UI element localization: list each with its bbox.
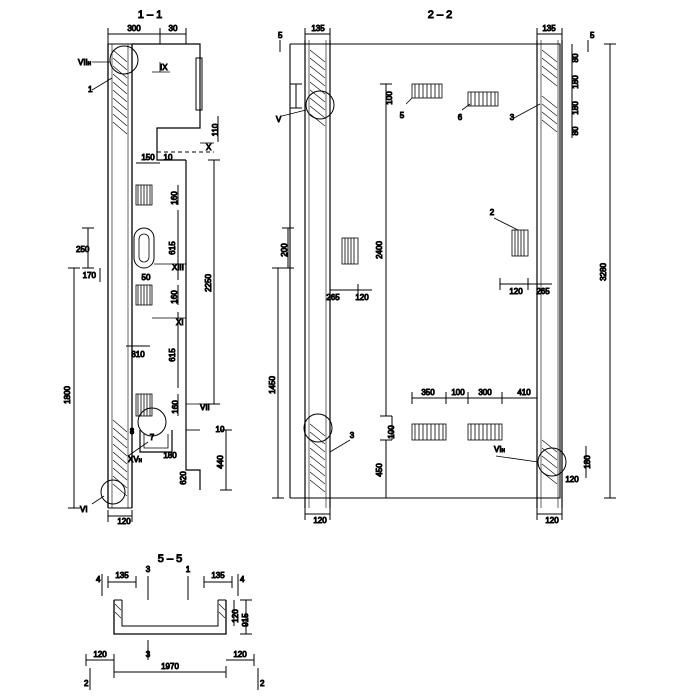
dim-2-2-265-left: 265: [326, 293, 340, 302]
dim-1-1-120: 120: [117, 517, 131, 526]
mark-1-1-XV: XVн: [128, 455, 142, 464]
dim-5-5-915: 915: [241, 613, 250, 627]
dim-2-2-200: 200: [280, 243, 289, 257]
mark-1-1-VI: VI: [80, 505, 88, 514]
dim-2-2-80a: 80: [571, 53, 580, 63]
dim-2-2-135-right: 135: [542, 24, 556, 33]
dim-2-2-100b: 100: [387, 425, 396, 439]
dim-2-2-2400: 2400: [375, 241, 384, 259]
mark-1-1-VII-top: VIIн: [78, 58, 92, 67]
dim-2-2-3280: 3280: [599, 263, 608, 281]
dim-2-2-1450: 1450: [268, 376, 277, 394]
dim-5-5-120-right: 120: [233, 650, 247, 659]
dim-5-5-1: 1: [185, 565, 191, 574]
dim-2-2-180b: 180: [571, 101, 580, 115]
dim-2-2-265-right: 265: [536, 287, 550, 296]
dim-2-2-5-right: 5: [590, 31, 595, 40]
dim-2-2-120-left: 120: [355, 293, 369, 302]
mark-1-1-XIII: XIII: [172, 263, 185, 272]
mark-5-5-4-right: 4: [240, 575, 245, 584]
dim-1-1-615a: 615: [168, 241, 177, 255]
item-2-2-5: 5: [399, 111, 405, 120]
item-2-2-3a: 3: [509, 113, 515, 122]
view-1-1-title: 1 – 1: [137, 9, 163, 21]
dim-2-2-120-br: 120: [545, 516, 559, 525]
dim-1-1-615b: 615: [168, 348, 177, 362]
dim-5-5-3-bottom: 3: [145, 650, 151, 659]
dim-1-1-440: 440: [216, 455, 225, 469]
dim-1-1-160a: 160: [170, 191, 179, 205]
dim-1-1-170: 170: [82, 271, 96, 280]
mark-5-5-2-left: 2: [84, 679, 89, 688]
dim-1-1-1800: 1800: [63, 386, 72, 404]
dim-1-1-10: 10: [215, 425, 225, 434]
dim-1-1-2250: 2250: [204, 274, 213, 292]
mark-2-2-VI: VIн: [494, 445, 505, 454]
dim-2-2-450: 450: [375, 463, 384, 477]
dim-5-5-135-right: 135: [211, 571, 225, 580]
mark-5-5-4-left: 4: [96, 575, 101, 584]
item-2-2-6: 6: [457, 113, 463, 122]
mark-1-1-IX: IX: [160, 63, 168, 72]
mark-1-1-pos1: 1: [88, 85, 93, 94]
dim-5-5-120: 120: [231, 609, 240, 623]
mark-5-5-2-right: 2: [260, 679, 265, 688]
dim-1-1-110: 110: [211, 123, 220, 137]
dim-1-1-310: 310: [131, 350, 145, 359]
dim-2-2-350: 350: [421, 388, 435, 397]
mark-2-2-V: V: [276, 115, 282, 124]
view-5-5-title: 5 – 5: [157, 553, 183, 565]
dim-2-2-120-bl: 120: [313, 516, 327, 525]
dim-2-2-410: 410: [517, 388, 531, 397]
dim-2-2-5-left: 5: [278, 31, 283, 40]
dim-1-1-300: 300: [127, 24, 141, 33]
dim-2-2-100c: 100: [451, 388, 465, 397]
view-2-2-title: 2 – 2: [427, 9, 453, 21]
dim-1-1-10b: 10: [163, 153, 173, 162]
item-2-2-3b: 3: [349, 431, 355, 440]
dim-1-1-160b: 160: [170, 290, 179, 304]
dim-1-1-620: 620: [179, 471, 188, 485]
dim-2-2-80b: 80: [571, 126, 580, 136]
dim-2-2-180-r: 180: [583, 455, 592, 469]
dim-1-1-50: 50: [141, 273, 151, 282]
dim-2-2-300: 300: [478, 388, 492, 397]
mark-1-1-item8: 8: [129, 427, 135, 436]
dim-1-1-250: 250: [76, 245, 90, 254]
dim-2-2-120-right: 120: [509, 287, 523, 296]
dim-5-5-120-left: 120: [93, 650, 107, 659]
dim-1-1-160c: 160: [171, 400, 180, 414]
dim-1-1-150: 150: [141, 153, 155, 162]
dim-2-2-135-left: 135: [311, 24, 325, 33]
dim-2-2-100a: 100: [385, 91, 394, 105]
mark-1-1-X: X: [206, 143, 212, 152]
dim-1-1-180: 180: [163, 451, 177, 460]
dim-5-5-135-left: 135: [115, 571, 129, 580]
dim-5-5-1970: 1970: [161, 662, 179, 671]
dim-5-5-3: 3: [145, 565, 151, 574]
dim-2-2-180a: 180: [571, 75, 580, 89]
mark-1-1-item7: 7: [149, 433, 155, 442]
mark-1-1-VII-low: VII: [200, 403, 210, 412]
item-2-2-2: 2: [489, 208, 495, 217]
dim-1-1-30: 30: [168, 24, 178, 33]
dim-2-2-120-r: 120: [565, 475, 579, 484]
mark-1-1-XI: XI: [176, 318, 184, 327]
